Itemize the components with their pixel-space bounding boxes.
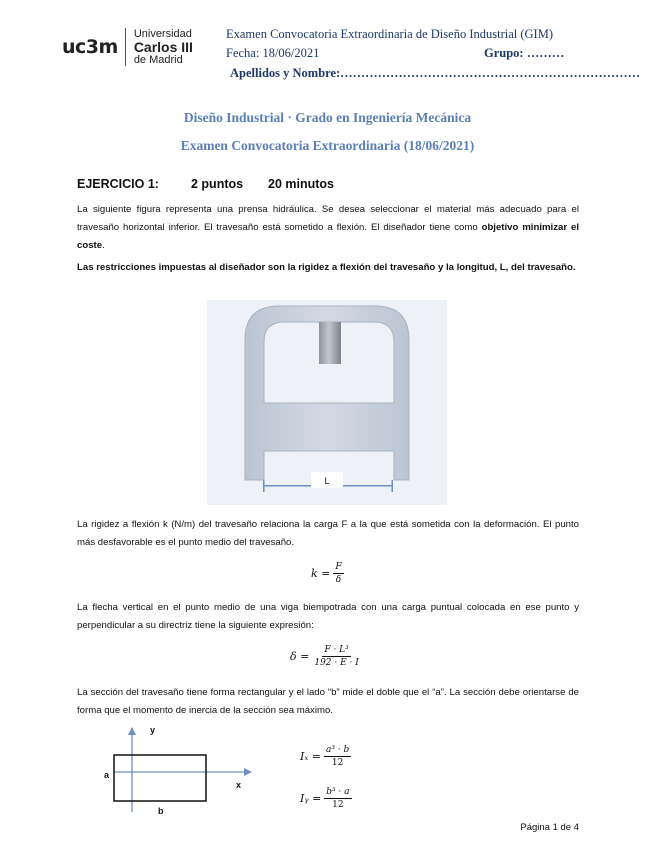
paragraph-stiffness: La rigidez a flexión k (N/m) del travesaño relaciona la carga F a la que está sometida con la deformación. El punto más desfavorable es el punto medio del travesaño.	[77, 519, 579, 548]
formula-deflection	[290, 645, 361, 668]
header-names: Apellidos y Nombre:………………………………………………………………	[230, 66, 641, 80]
formula-ix-fraction	[324, 745, 351, 768]
length-tick-right	[392, 480, 394, 492]
exercise-label: EJERCICIO 1:	[77, 177, 159, 191]
section-diagram	[96, 722, 256, 818]
intro-text: La siguiente figura representa una prensa hidráulica. Se desea seleccionar el material más adecuado para el travesaño horizontal inferior. El travesaño está sometido a flexión. El diseñador tiene como	[77, 204, 579, 233]
university-logo	[62, 28, 193, 66]
formula-delta-fraction	[312, 645, 360, 668]
logo-separator	[125, 28, 126, 66]
formula-iy-fraction	[324, 787, 351, 810]
formula-ix-num: a³ · b	[325, 745, 350, 755]
header-date: Fecha: 18/06/2021	[226, 46, 320, 60]
formula-iy-den: 12	[332, 800, 344, 810]
logo-text	[134, 28, 193, 66]
side-a-label: a	[104, 770, 110, 780]
hydraulic-press-figure	[207, 300, 447, 505]
formula-delta-lhs: δ =	[290, 650, 310, 663]
x-axis-arrow	[244, 768, 252, 776]
exercise-points: 2 puntos	[191, 177, 244, 191]
length-tick-left	[263, 480, 265, 492]
formula-k-lhs: k =	[311, 567, 331, 580]
formula-k-den: δ	[335, 575, 342, 585]
logo-line-3: de Madrid	[133, 54, 183, 66]
formula-k-num: F	[335, 562, 342, 572]
paragraph-deflection: La flecha vertical en el punto medio de una viga biempotrada con una carga puntual colocada en ese punto y perpendicular a su directriz tiene la siguiente expresión:	[77, 602, 579, 631]
formula-k-fraction	[333, 562, 343, 585]
header-group: Grupo: ………	[484, 46, 565, 60]
subject-title: Diseño Industrial · Grado en Ingeniería Mecánica	[183, 110, 472, 125]
paragraph-section: La sección del travesaño tiene forma rectangular y el lado “b” mide el doble que el “a”. La sección debe orientarse de forma que el momento de inercia de la sección sea máximo.	[77, 687, 579, 716]
page-number: Página 1 de 4	[520, 822, 579, 833]
exercise-time: 20 minutos	[268, 177, 334, 191]
exam-title: Examen Convocatoria Extraordinaria (18/06/2021)	[180, 138, 475, 153]
y-axis-arrow	[128, 727, 136, 735]
logo-mark: uc3m	[62, 36, 118, 58]
logo-line-1: Universidad	[133, 28, 192, 40]
header-title: Examen Convocatoria Extraordinaria de Diseño Industrial (GIM)	[226, 27, 553, 41]
paragraph-intro	[77, 201, 579, 255]
exercise-heading	[77, 177, 334, 191]
formula-inertia-x	[300, 745, 351, 768]
hydraulic-cylinder	[319, 322, 341, 364]
formula-iy-lhs: Iᵧ =	[300, 792, 322, 805]
intro-end: .	[102, 240, 105, 251]
section-rectangle	[114, 755, 206, 801]
formula-delta-den: 192 · E · I	[314, 658, 359, 668]
side-b-label: b	[158, 806, 164, 816]
logo-line-2: Carlos III	[133, 39, 193, 55]
formula-ix-lhs: Iₓ =	[300, 750, 321, 763]
formula-stiffness	[311, 562, 344, 585]
formula-iy-num: b³ · a	[326, 787, 350, 797]
length-label: L	[324, 476, 330, 486]
formula-delta-num: F · L³	[324, 645, 349, 655]
formula-ix-den: 12	[331, 758, 344, 768]
x-axis-label: x	[236, 780, 242, 790]
y-axis-label: y	[150, 725, 156, 735]
paragraph-constraints: Las restricciones impuestas al diseñador son la rigidez a flexión del travesaño y la longitud, L, del travesaño.	[77, 262, 576, 273]
intro-objective: objetivo minimizar el coste	[77, 222, 579, 251]
formula-inertia-y	[300, 787, 352, 810]
